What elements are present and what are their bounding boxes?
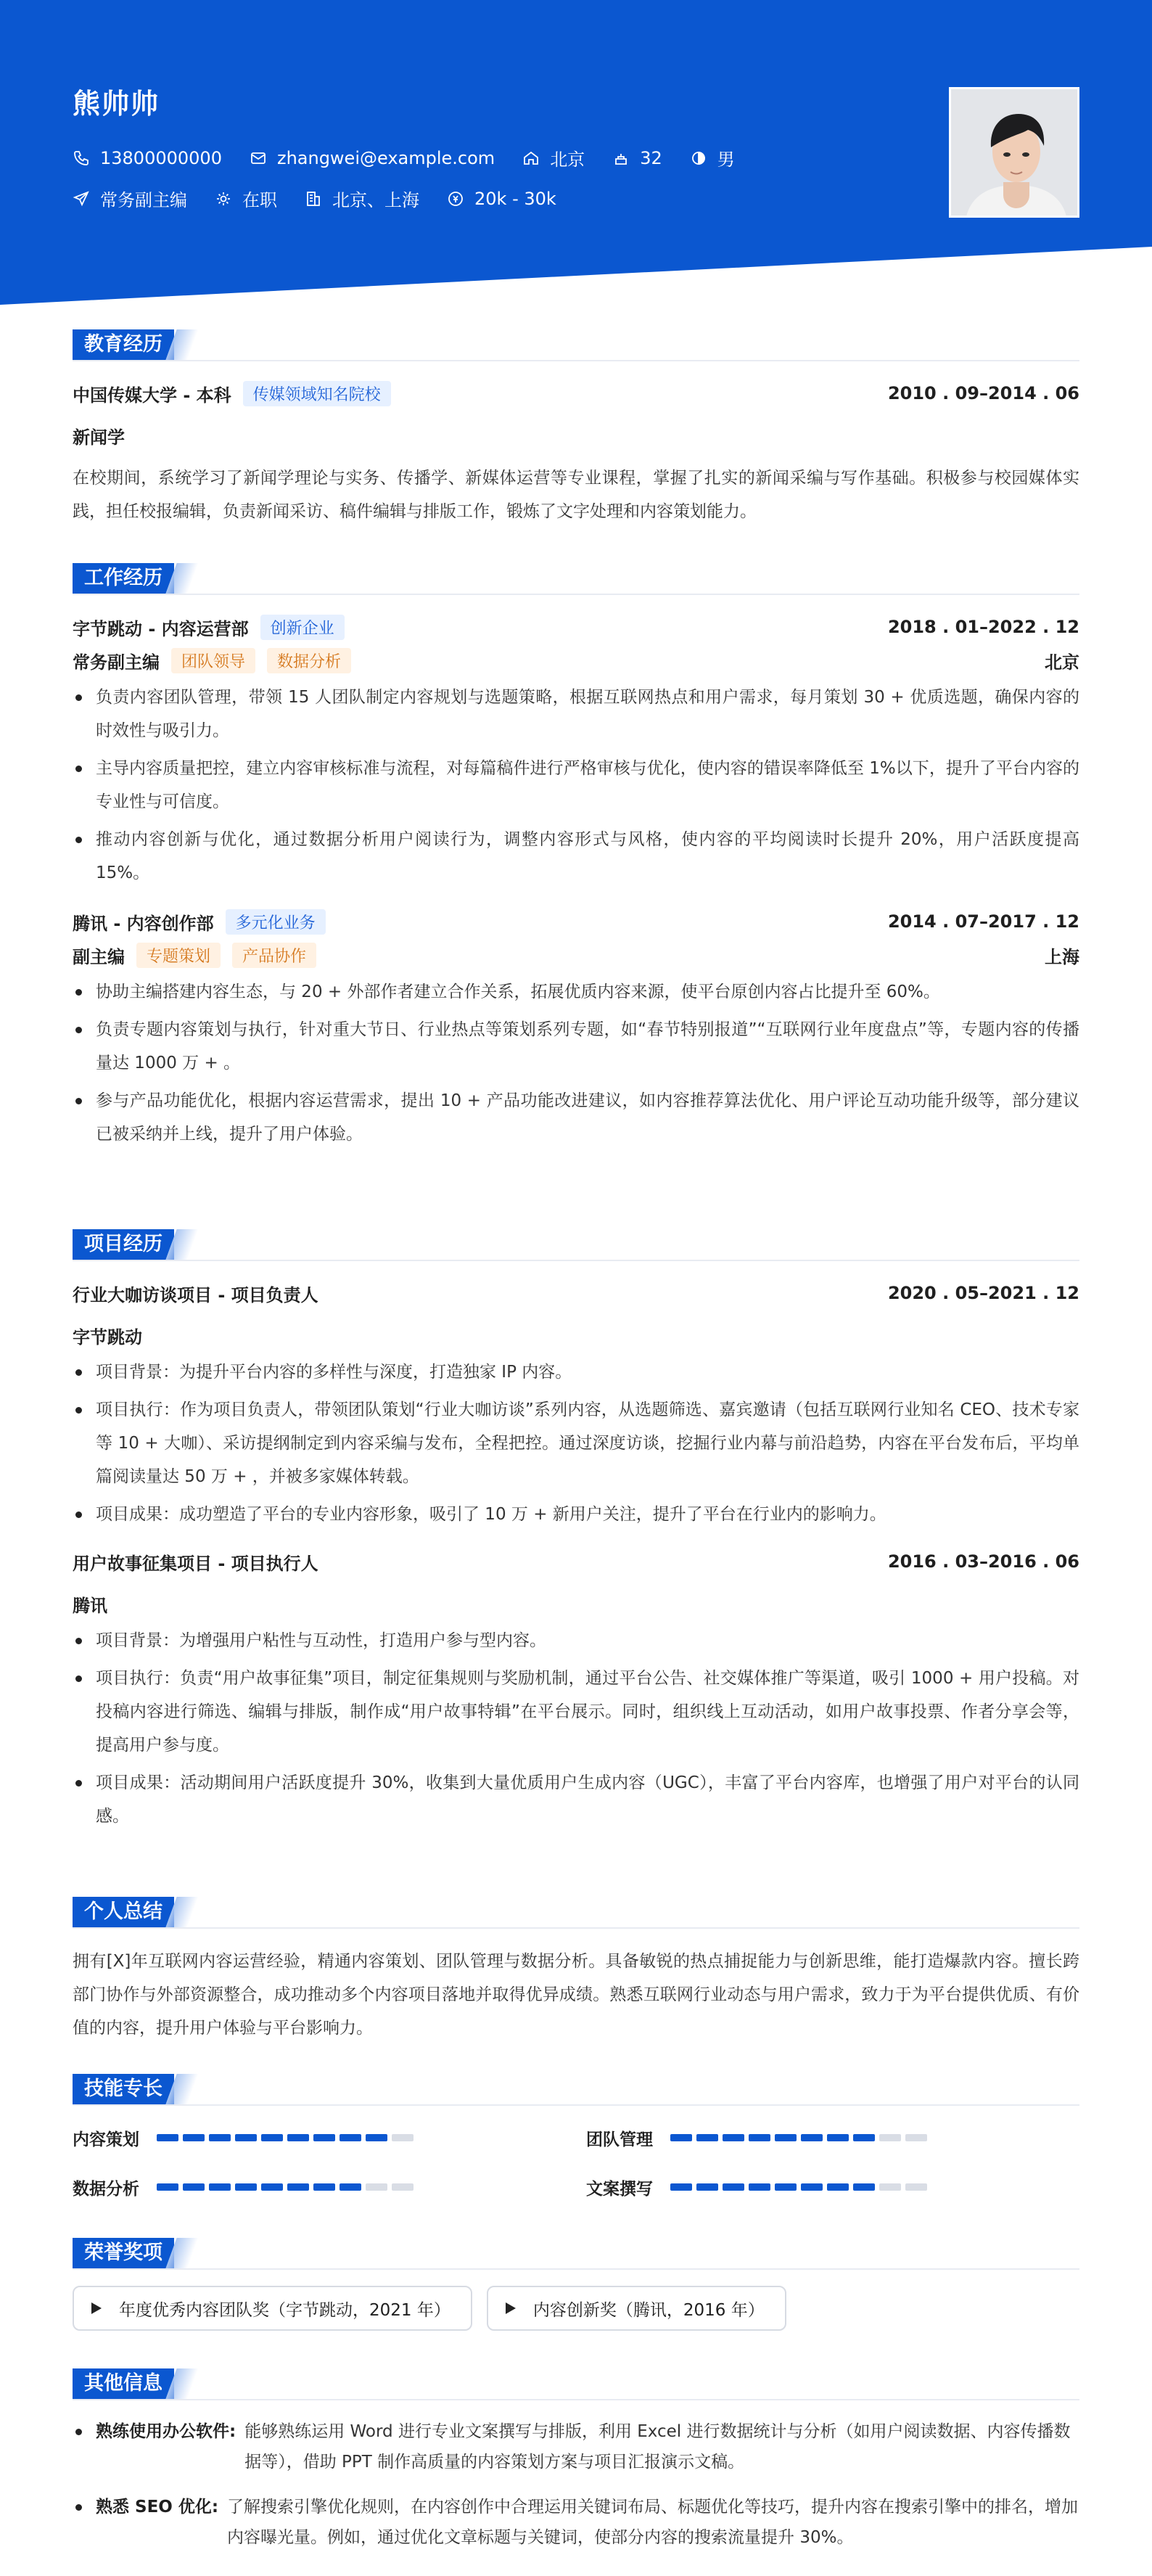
building-icon xyxy=(305,190,322,208)
skill-segment-filled xyxy=(183,2134,205,2141)
age-text: 32 xyxy=(640,147,662,168)
age-item xyxy=(612,148,662,168)
skill-segment-filled xyxy=(235,2183,257,2191)
section-title: 项目经历 xyxy=(73,1229,174,1260)
section-title: 教育经历 xyxy=(73,329,174,360)
gender-item xyxy=(690,145,735,171)
projects-header xyxy=(73,1229,1079,1261)
other-label: 熟悉 SEO 优化: xyxy=(96,2498,219,2516)
skill-segment-filled xyxy=(340,2183,361,2191)
skill-level-bar xyxy=(670,2134,927,2141)
job-location: 上海 xyxy=(1045,946,1079,967)
project-entry xyxy=(73,1546,1079,1833)
skill-item xyxy=(586,2171,1079,2203)
list-item: 项目背景：为提升平台内容的多样性与深度，打造独家 IP 内容。 xyxy=(73,1355,1079,1389)
email-item xyxy=(250,148,495,168)
list-item: 项目执行：负责“用户故事征集”项目，制定征集规则与奖励机制，通过平台公告、社交媒体推广等渠道，吸引 1000 + 用户投稿。对投稿内容进行筛选、编辑与排版，制作成“用户故事特辑”在平台展示。同时，组织线上互动活动，如用户故事投票、作者分享会等，提高用户参与度。 xyxy=(73,1662,1079,1762)
phone-item xyxy=(73,148,222,168)
role-tag: 专题策划 xyxy=(136,943,221,968)
skill-segment-filled xyxy=(723,2183,744,2191)
play-icon xyxy=(506,2302,516,2314)
avatar-photo xyxy=(949,87,1079,218)
list-item: 协助主编搭建内容生态，与 20 + 外部作者建立合作关系，拓展优质内容来源，使平台原创内容占比提升至 60%。 xyxy=(73,975,1079,1009)
list-item: 项目执行：作为项目负责人，带领团队策划“行业大咖访谈”系列内容，从选题筛选、嘉宾邀请（包括互联网行业知名 CEO、技术专家等 10 + 大咖）、采访提纲制定到内容采编与发布，全程把控。通过深度访谈，挖掘行业内幕与前沿趋势，内容在平台发布后，平均单篇阅读量达 50 万 + ，并被多家媒体转载。 xyxy=(73,1393,1079,1493)
status-text: 在职 xyxy=(242,190,277,210)
skill-segment-filled xyxy=(183,2183,205,2191)
skills-grid xyxy=(73,2122,1079,2203)
skill-segment-filled xyxy=(853,2134,875,2141)
city-item xyxy=(522,145,585,171)
other-text: 能够熟练运用 Word 进行专业文案撰写与排版，利用 Excel 进行数据统计与分析（如用户阅读数据、内容传播数据等），借助 PPT 制作高质量的内容策划方案与项目汇报演示文稿。 xyxy=(244,2422,1071,2472)
awards-section xyxy=(73,2238,1079,2331)
company-name: 腾讯 - 内容创作部 xyxy=(73,913,214,934)
mail-icon xyxy=(250,149,267,167)
send-icon xyxy=(73,190,90,208)
project-org: 字节跳动 xyxy=(73,1326,142,1348)
work-header xyxy=(73,563,1079,595)
skill-item xyxy=(73,2171,586,2203)
other-text: 了解搜索引擎优化规则，在内容创作中合理运用关键词布局、标题优化等技巧，提升内容在搜索引擎中的排名，增加内容曝光量。例如，通过优化文章标题与关键词，使部分内容的搜索流量提升 30%。 xyxy=(227,2498,1079,2547)
section-title: 技能专长 xyxy=(73,2074,174,2104)
skill-name: 文案撰写 xyxy=(586,2179,653,2199)
skill-name: 团队管理 xyxy=(586,2130,653,2149)
skill-level-bar xyxy=(157,2183,414,2191)
list-item: 推动内容创新与优化，通过数据分析用户阅读行为，调整内容形式与风格，使内容的平均阅读时长提升 20%，用户活跃度提高 15%。 xyxy=(73,823,1079,890)
project-entry xyxy=(73,1277,1079,1531)
skill-segment-filled xyxy=(696,2183,718,2191)
target-city-text: 北京、上海 xyxy=(332,190,419,210)
award-item xyxy=(487,2286,786,2331)
gender-text: 男 xyxy=(717,149,735,170)
candidate-name: 熊帅帅 xyxy=(73,88,160,120)
phone-text: 13800000000 xyxy=(100,147,222,168)
phone-icon xyxy=(73,149,90,167)
cake-icon xyxy=(612,149,630,167)
list-item: 负责专题内容策划与执行，针对重大节日、行业热点等策划系列专题，如“春节特别报道”“互联网行业年度盘点”等，专题内容的传播量达 1000 万 + 。 xyxy=(73,1013,1079,1080)
skill-name: 内容策划 xyxy=(73,2130,139,2149)
skill-segment-empty xyxy=(392,2134,414,2141)
position-item xyxy=(73,186,187,211)
award-text: 内容创新奖（腾讯，2016 年） xyxy=(532,2300,765,2320)
play-icon xyxy=(91,2302,102,2314)
project-date: 2020 . 05–2021 . 12 xyxy=(887,1283,1079,1303)
summary-header xyxy=(73,1897,1079,1929)
other-section xyxy=(73,2368,1079,2567)
skill-segment-filled xyxy=(313,2183,335,2191)
project-bullets xyxy=(73,1624,1079,1833)
project-name: 行业大咖访谈项目 - 项目负责人 xyxy=(73,1284,318,1305)
skill-segment-empty xyxy=(879,2183,901,2191)
skill-segment-filled xyxy=(853,2183,875,2191)
skill-segment-filled xyxy=(801,2183,823,2191)
skill-segment-filled xyxy=(261,2134,283,2141)
role-tag: 产品协作 xyxy=(232,943,316,968)
gear-icon xyxy=(215,190,232,208)
skill-item xyxy=(73,2122,586,2154)
skill-segment-empty xyxy=(879,2134,901,2141)
skill-segment-filled xyxy=(261,2183,283,2191)
job-entry xyxy=(73,611,1079,890)
skill-item xyxy=(586,2122,1079,2154)
project-org: 腾讯 xyxy=(73,1595,107,1616)
job-entry xyxy=(73,906,1079,1151)
skill-segment-filled xyxy=(157,2134,178,2141)
project-name: 用户故事征集项目 - 项目执行人 xyxy=(73,1553,318,1574)
role-tag: 团队领导 xyxy=(171,648,255,673)
job-bullets xyxy=(73,681,1079,890)
major: 新闻学 xyxy=(73,427,125,448)
company-tag: 多元化业务 xyxy=(226,909,326,935)
job-role: 常务副主编 xyxy=(73,652,160,673)
list-item: 项目成果：成功塑造了平台的专业内容形象，吸引了 10 万 + 新用户关注，提升了平台在行业内的影响力。 xyxy=(73,1498,1079,1531)
skill-segment-filled xyxy=(827,2134,849,2141)
skill-segment-filled xyxy=(775,2134,797,2141)
target-city-item xyxy=(305,186,419,211)
list-item: 项目成果：活动期间用户活跃度提升 30%，收集到大量优质用户生成内容（UGC），丰富了平台内容库，也增强了用户对平台的认同感。 xyxy=(73,1766,1079,1833)
home-icon xyxy=(522,149,540,167)
contact-row xyxy=(73,145,762,171)
other-label: 熟练使用办公软件: xyxy=(96,2422,236,2441)
job-intent-row xyxy=(73,186,584,211)
summary-section xyxy=(73,1897,1079,2045)
skill-segment-filled xyxy=(340,2134,361,2141)
project-bullets xyxy=(73,1355,1079,1531)
skill-segment-filled xyxy=(313,2134,335,2141)
list-item xyxy=(73,2492,1079,2553)
skill-segment-empty xyxy=(366,2183,387,2191)
school-name: 中国传媒大学 - 本科 xyxy=(73,385,231,406)
money-icon xyxy=(447,190,464,208)
skill-level-bar xyxy=(670,2183,927,2191)
skill-segment-filled xyxy=(827,2183,849,2191)
list-item: 主导内容质量把控，建立内容审核标准与流程，对每篇稿件进行严格审核与优化，使内容的错误率降低至 1%以下，提升了平台内容的专业性与可信度。 xyxy=(73,752,1079,819)
awards-header xyxy=(73,2238,1079,2270)
work-section xyxy=(73,563,1079,1155)
skill-segment-filled xyxy=(775,2183,797,2191)
education-header xyxy=(73,329,1079,361)
skill-name: 数据分析 xyxy=(73,2179,139,2199)
skill-segment-filled xyxy=(209,2183,231,2191)
education-description: 在校期间，系统学习了新闻学理论与实务、传播学、新媒体运营等专业课程，掌握了扎实的新闻采编与写作基础。积极参与校园媒体实践，担任校报编辑，负责新闻采访、稿件编辑与排版工作，锻炼了文字处理和内容策划能力。 xyxy=(73,469,1079,521)
skill-segment-filled xyxy=(209,2134,231,2141)
job-bullets xyxy=(73,975,1079,1151)
company-name: 字节跳动 - 内容运营部 xyxy=(73,618,249,639)
skill-segment-filled xyxy=(723,2134,744,2141)
skill-segment-filled xyxy=(287,2183,309,2191)
projects-section xyxy=(73,1229,1079,1837)
school-tag: 传媒领域知名院校 xyxy=(243,381,391,406)
award-item xyxy=(73,2286,472,2331)
skill-segment-filled xyxy=(287,2134,309,2141)
skill-segment-empty xyxy=(392,2183,414,2191)
role-tag: 数据分析 xyxy=(267,648,351,673)
education-date: 2010 . 09–2014 . 06 xyxy=(887,383,1079,403)
skill-segment-filled xyxy=(366,2134,387,2141)
company-tag: 创新企业 xyxy=(260,615,345,640)
list-item xyxy=(73,2416,1079,2477)
list-item: 参与产品功能优化，根据内容运营需求，提出 10 + 产品功能改进建议，如内容推荐算法优化、用户评论互动功能升级等，部分建议已被采纳并上线，提升了用户体验。 xyxy=(73,1084,1079,1151)
email-text: zhangwei@example.com xyxy=(276,147,495,168)
skill-segment-filled xyxy=(670,2134,692,2141)
city-text: 北京 xyxy=(550,149,585,170)
status-item xyxy=(215,186,277,211)
skill-segment-filled xyxy=(801,2134,823,2141)
salary-item xyxy=(447,189,556,209)
education-section xyxy=(73,329,1079,528)
skills-header xyxy=(73,2074,1079,2106)
skill-segment-filled xyxy=(670,2183,692,2191)
section-title: 其他信息 xyxy=(73,2368,174,2399)
awards-list xyxy=(73,2286,1079,2331)
section-title: 个人总结 xyxy=(73,1897,174,1927)
skill-segment-filled xyxy=(749,2183,770,2191)
skill-level-bar xyxy=(157,2134,414,2141)
list-item: 负责内容团队管理，带领 15 人团队制定内容规划与选题策略，根据互联网热点和用户需求，每月策划 30 + 优质选题，确保内容的时效性与吸引力。 xyxy=(73,681,1079,747)
section-title: 荣誉奖项 xyxy=(73,2238,174,2268)
job-date: 2014 . 07–2017 . 12 xyxy=(887,911,1079,932)
job-role: 副主编 xyxy=(73,946,125,967)
list-item: 项目背景：为增强用户粘性与互动性，打造用户参与型内容。 xyxy=(73,1624,1079,1657)
skill-segment-empty xyxy=(905,2134,927,2141)
gender-icon xyxy=(690,149,707,167)
skill-segment-empty xyxy=(905,2183,927,2191)
education-entry-header xyxy=(73,377,1079,409)
skill-segment-filled xyxy=(749,2134,770,2141)
skill-segment-filled xyxy=(696,2134,718,2141)
position-text: 常务副主编 xyxy=(100,190,187,210)
job-date: 2018 . 01–2022 . 12 xyxy=(887,617,1079,637)
other-header xyxy=(73,2368,1079,2400)
job-location: 北京 xyxy=(1045,652,1079,673)
skills-section xyxy=(73,2074,1079,2203)
other-list xyxy=(73,2416,1079,2553)
skill-segment-filled xyxy=(157,2183,178,2191)
skill-segment-filled xyxy=(235,2134,257,2141)
summary-text: 拥有[X]年互联网内容运营经验，精通内容策划、团队管理与数据分析。具备敏锐的热点捕捉能力与创新思维，能打造爆款内容。擅长跨部门协作与外部资源整合，成功推动多个内容项目落地并取得优异成绩。熟悉互联网行业动态与用户需求，致力于为平台提供优质、有价值的内容，提升用户体验与平台影响力。 xyxy=(73,1952,1079,2038)
salary-text: 20k - 30k xyxy=(474,188,556,209)
section-title: 工作经历 xyxy=(73,563,174,594)
project-date: 2016 . 03–2016 . 06 xyxy=(887,1551,1079,1572)
award-text: 年度优秀内容团队奖（字节跳动，2021 年） xyxy=(119,2300,450,2320)
